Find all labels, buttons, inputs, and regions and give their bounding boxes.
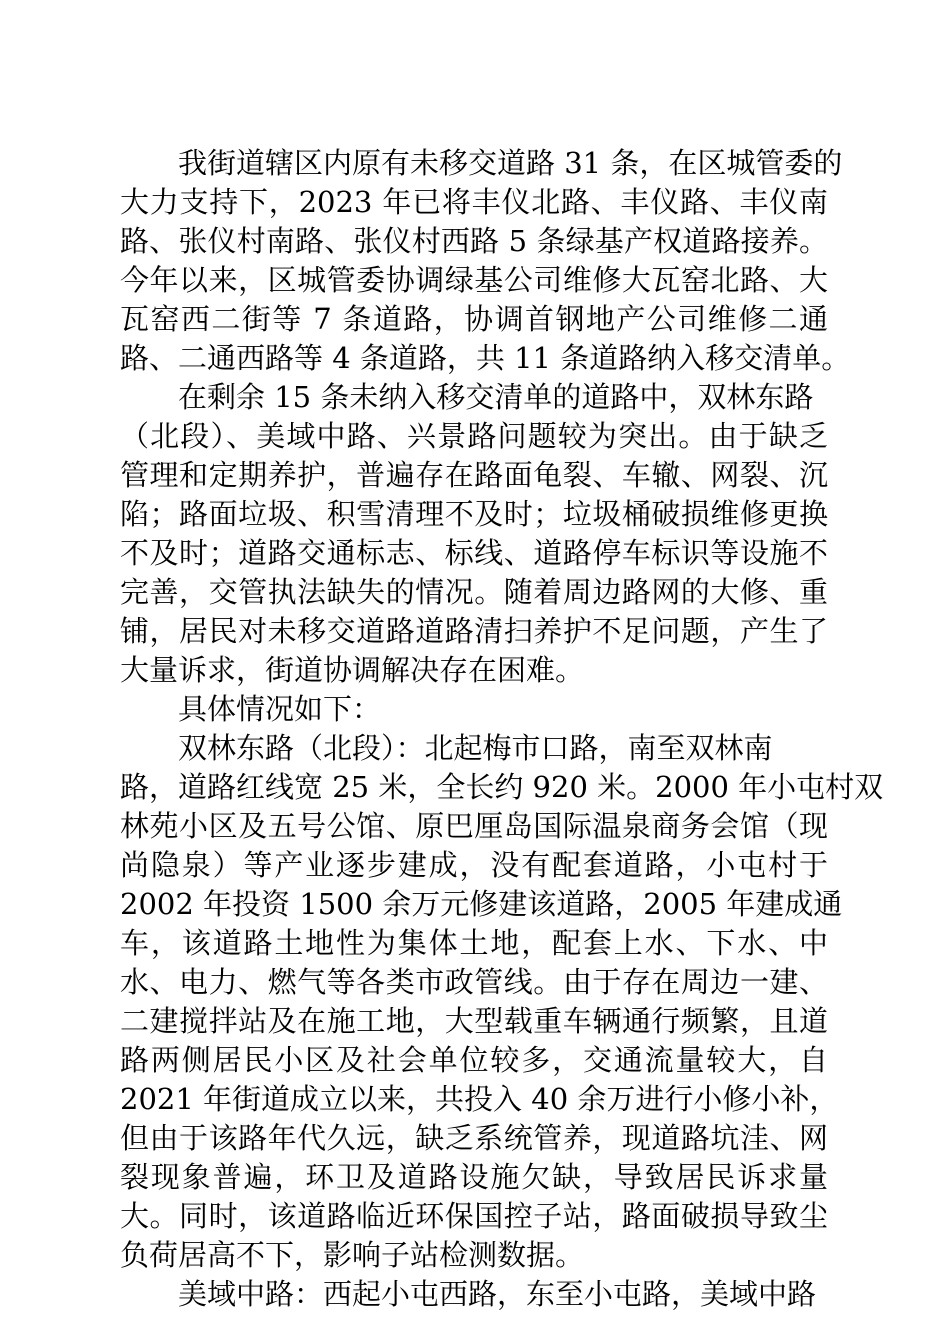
paragraph-line: 陷；路面垃圾、积雪清理不及时；垃圾桶破损维修更换: [120, 497, 828, 531]
paragraph-line: 路两侧居民小区及社会单位较多，交通流量较大，自: [120, 1043, 828, 1077]
document-page: [120, 0, 884, 1344]
paragraph-line: 路、二通西路等 4 条道路，共 11 条道路纳入移交清单。: [120, 341, 851, 375]
paragraph-line: 路、张仪村南路、张仪村西路 5 条绿基产权道路接养。: [120, 224, 828, 258]
paragraph-line: 尚隐泉）等产业逐步建成，没有配套道路，小屯村于: [120, 848, 828, 882]
paragraph-line: 大量诉求，街道协调解决存在困难。: [120, 653, 585, 687]
paragraph-line: 车，该道路土地性为集体土地，配套上水、下水、中: [120, 926, 828, 960]
paragraph-line: 裂现象普遍，环卫及道路设施欠缺，导致居民诉求量: [120, 1160, 828, 1194]
paragraph-line: 完善，交管执法缺失的情况。随着周边路网的大修、重: [120, 575, 828, 609]
paragraph-line: （北段）、美域中路、兴景路问题较为突出。由于缺乏: [120, 419, 828, 453]
paragraph-line: 今年以来，区城管委协调绿基公司维修大瓦窑北路、大: [120, 263, 828, 297]
paragraph-line: 林苑小区及五号公馆、原巴厘岛国际温泉商务会馆（现: [120, 809, 828, 843]
paragraph-line: 路，道路红线宽 25 米，全长约 920 米。2000 年小屯村双: [120, 770, 884, 804]
paragraph-line: 水、电力、燃气等各类市政管线。由于存在周边一建、: [120, 965, 828, 999]
paragraph-line: 我街道辖区内原有未移交道路 31 条，在区城管委的: [178, 146, 843, 180]
paragraph-line: 大力支持下，2023 年已将丰仪北路、丰仪路、丰仪南: [120, 185, 828, 219]
paragraph-line: 2021 年街道成立以来，共投入 40 余万进行小修小补，: [120, 1082, 839, 1116]
paragraph-line: 美域中路：西起小屯西路，东至小屯路，美域中路: [178, 1277, 817, 1311]
paragraph-line: 双林东路（北段）：北起梅市口路，南至双林南: [178, 731, 773, 765]
paragraph-line: 但由于该路年代久远，缺乏系统管养，现道路坑洼、网: [120, 1121, 828, 1155]
paragraph-line: 不及时；道路交通标志、标线、道路停车标识等设施不: [120, 536, 828, 570]
paragraph-line: 管理和定期养护，普遍存在路面龟裂、车辙、网裂、沉: [120, 458, 828, 492]
paragraph-line: 大。同时，该道路临近环保国控子站，路面破损导致尘: [120, 1199, 828, 1233]
paragraph-line: 铺，居民对未移交道路道路清扫养护不足问题，产生了: [120, 614, 828, 648]
paragraph-line: 负荷居高不下，影响子站检测数据。: [120, 1238, 585, 1272]
paragraph-line: 具体情况如下：: [178, 692, 382, 726]
paragraph-line: 在剩余 15 条未纳入移交清单的道路中，双林东路: [178, 380, 814, 414]
paragraph-line: 瓦窑西二街等 7 条道路，协调首钢地产公司维修二通: [120, 302, 828, 336]
paragraph-line: 2002 年投资 1500 余万元修建该道路，2005 年建成通: [120, 887, 843, 921]
paragraph-line: 二建搅拌站及在施工地，大型载重车辆通行频繁，且道: [120, 1004, 828, 1038]
